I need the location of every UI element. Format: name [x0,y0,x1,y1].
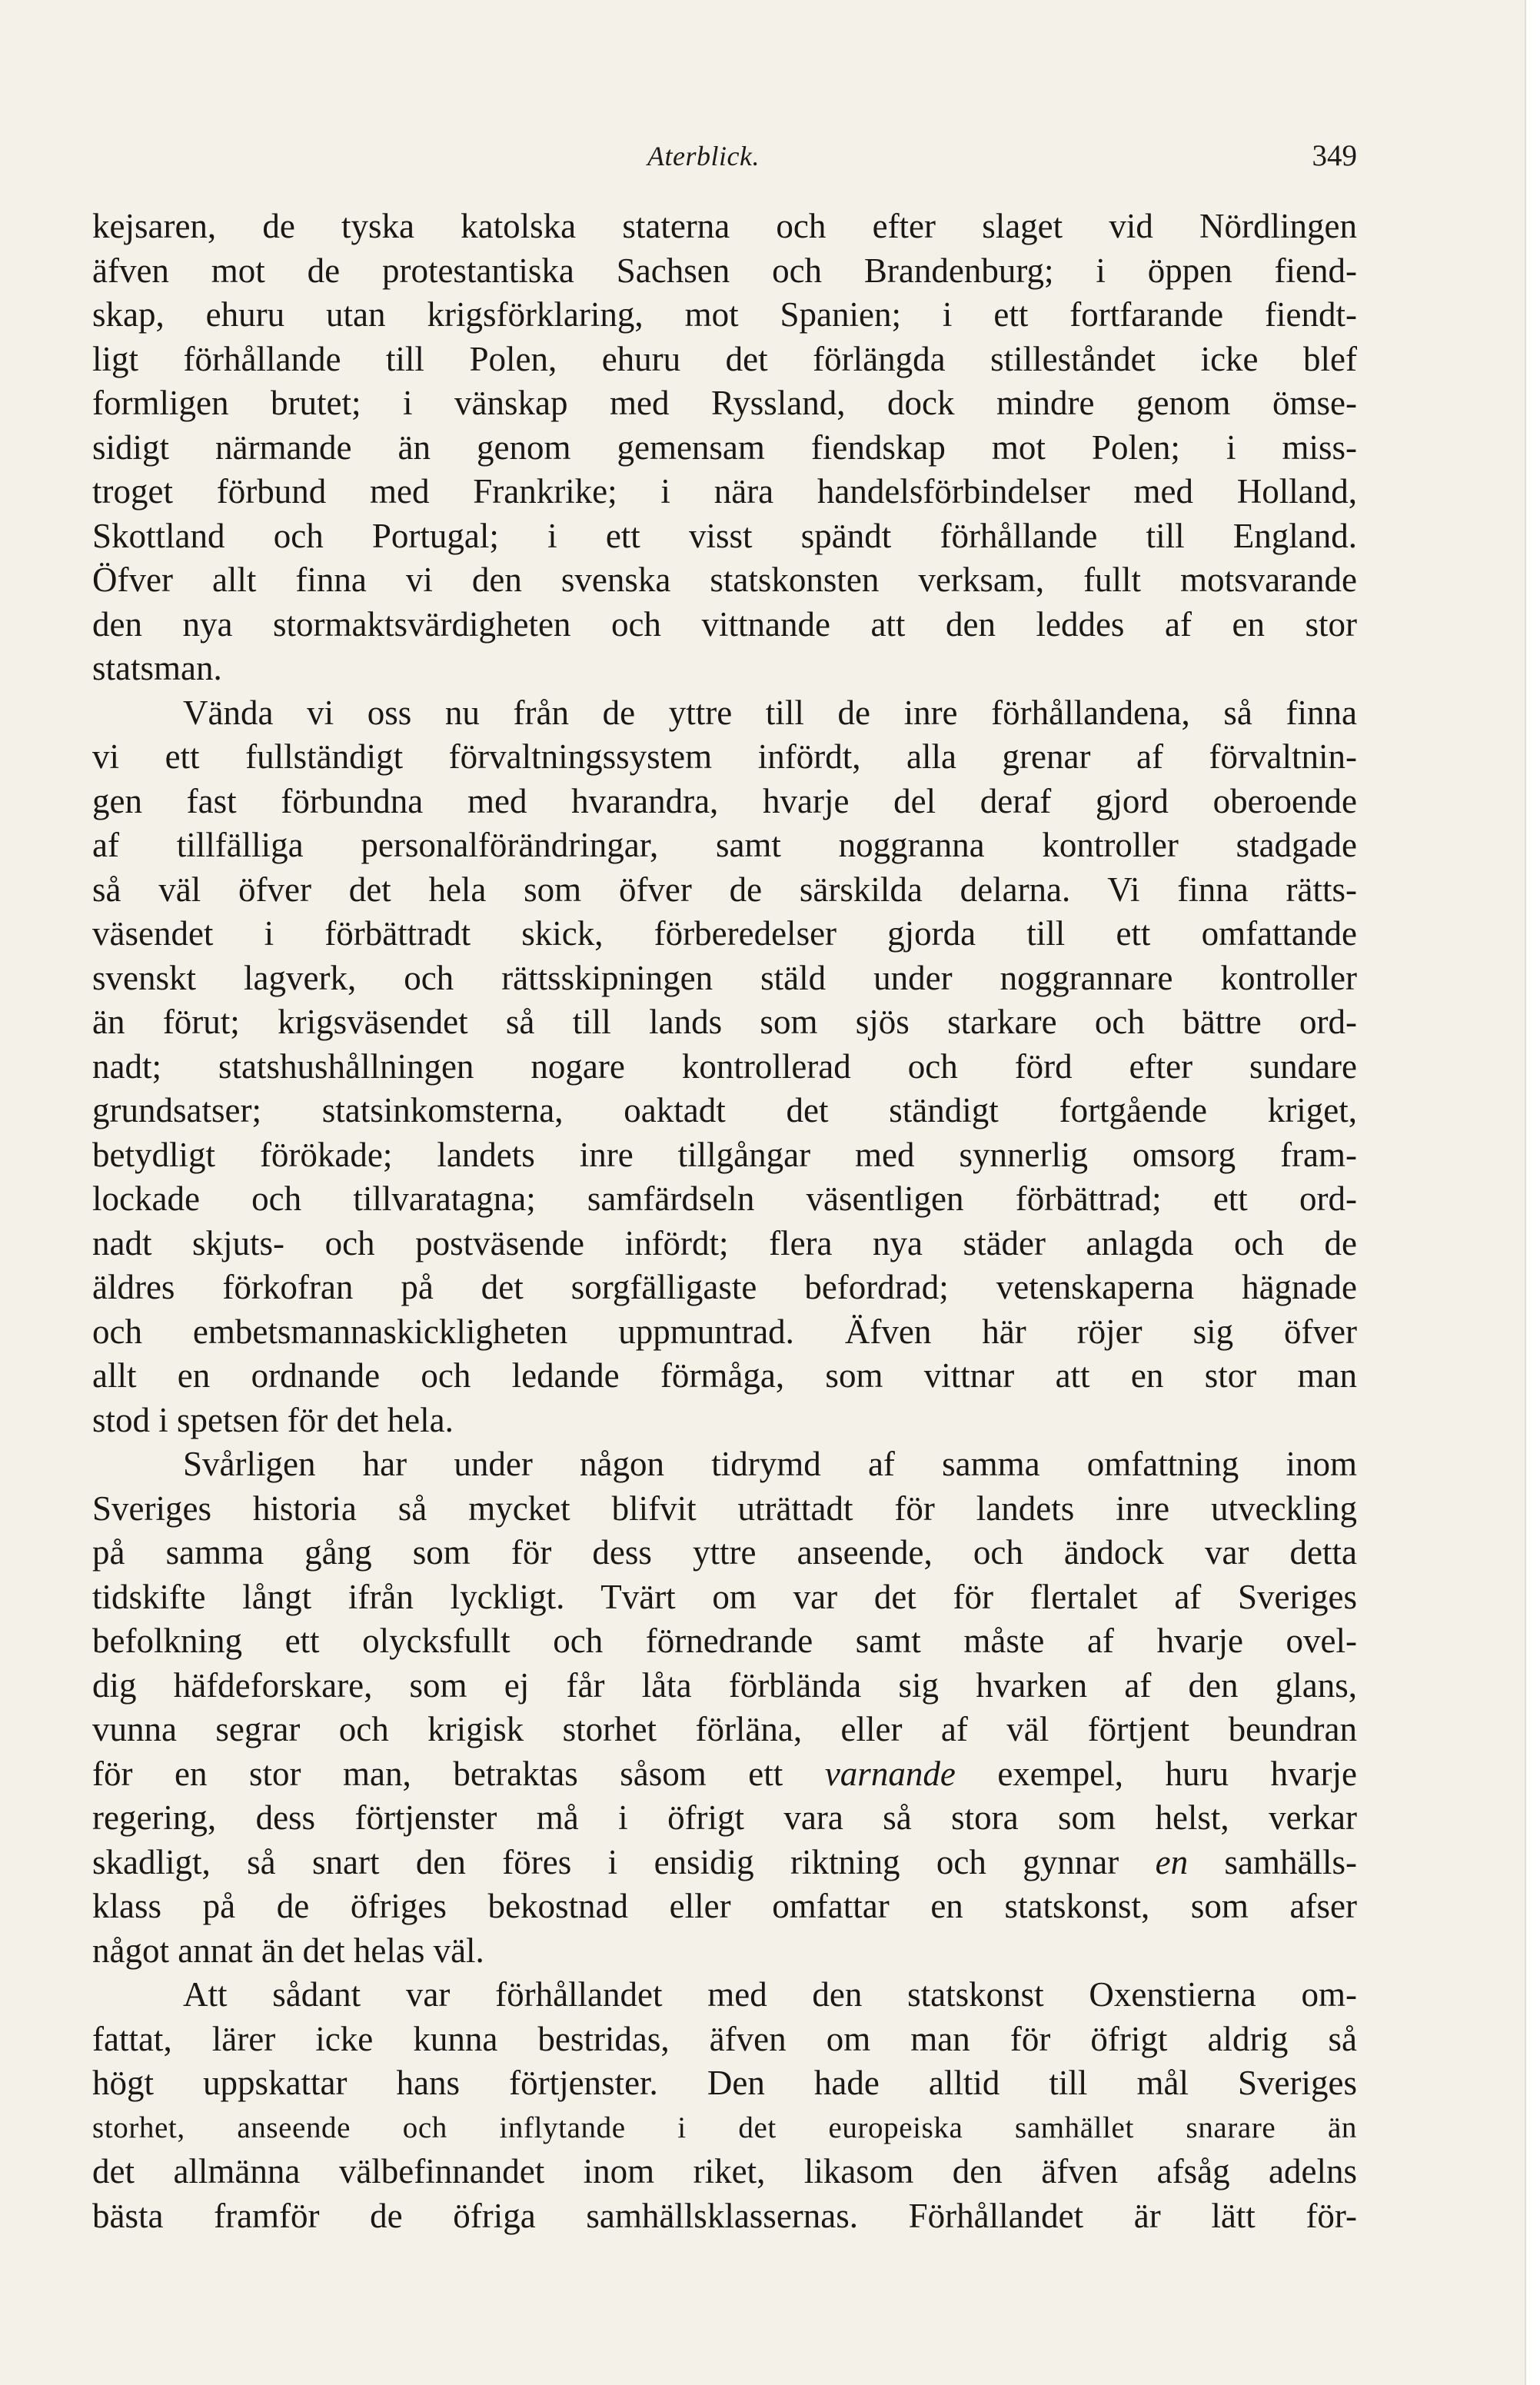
text-line: grundsatser; statsinkomsterna, oaktadt det ständigt fortgående kriget, [92,1091,1357,1129]
text-line: äfven mot de protestantiska Sachsen och Brandenburg; i öppen fiend- [92,251,1357,290]
text-line: svenskt lagverk, och rättsskipningen stäld under noggrannare kontroller [92,958,1357,997]
text-line: Att sådant var förhållandet med den statskonst Oxenstierna om- [183,1975,1357,2014]
text-line: allt en ordnande och ledande förmåga, som vittnar att en stor man [92,1356,1357,1395]
page-number: 349 [1312,139,1357,172]
emphasis-varnande: varnande [824,1754,956,1793]
text-line: klass på de öfriges bekostnad eller omfattar en statskonst, som afser [92,1887,1357,1925]
text-line: regering, dess förtjenster må i öfrigt vara så stora som helst, verkar [92,1798,1357,1837]
text-line-mixed [92,1752,1357,1797]
text-span: samhälls- [1188,1842,1357,1881]
text-line: lockade och tillvaratagna; samfärdseln väsentligen förbättrad; ett ord- [92,1179,1357,1218]
text-line: högt uppskattar hans förtjenster. Den hade alltid till mål Sveriges [92,2064,1357,2102]
text-line: dig häfdeforskare, som ej får låta förblända sig hvarken af den glans, [92,1665,1357,1705]
text-line: på samma gång som för dess yttre anseende, och ändock var detta [92,1533,1357,1572]
body-text [92,205,1357,2238]
text-span: för en stor man, betraktas såsom ett [92,1754,825,1793]
text-line: Skottland och Portugal; i ett visst spändt förhållande till England. [92,516,1357,555]
text-line: vunna segrar och krigisk storhet förläna, eller af väl förtjent beundran [92,1710,1357,1748]
text-line: Öfver allt finna vi den svenska statskonsten verksam, fullt motsvarande [92,560,1357,599]
text-line: nadt; statshushållningen nogare kontrollerad och förd efter sundare [92,1046,1357,1086]
text-line: befolkning ett olycksfullt och förnedrande samt måste af hvarje ovel- [92,1622,1357,1660]
text-line: äldres förkofran på det sorgfälligaste befordrad; vetenskaperna hägnade [92,1268,1357,1306]
running-head: Aterblick. [647,141,760,171]
text-line: Svårligen har under någon tidrymd af samma omfattning inom [183,1445,1357,1483]
text-line: sidigt närmande än genom gemensam fiendskap mot Polen; i miss- [92,427,1357,467]
text-line: stod i spetsen för det hela. [92,1400,454,1439]
text-line: bästa framför de öfriga samhällsklassernas. Förhållandet är lätt för- [92,2196,1357,2235]
text-line: väsendet i förbättradt skick, förberedelser gjorda till ett omfattande [92,914,1357,953]
text-line: ligt förhållande till Polen, ehuru det förlängda stilleståndet icke blef [92,339,1357,378]
text-line: Sveriges historia så mycket blifvit uträttadt för landets inre utveckling [92,1489,1357,1528]
text-span: exempel, huru hvarje [955,1754,1357,1793]
text-line: statsman. [92,649,222,687]
text-line: så väl öfver det hela som öfver de särskilda delarna. Vi finna rätts- [92,870,1357,909]
text-line: Vända vi oss nu från de yttre till de inre förhållandena, så finna [183,693,1357,732]
text-line: skap, ehuru utan krigsförklaring, mot Spanien; i ett fortfarande fiendt- [92,295,1357,334]
text-line: troget förbund med Frankrike; i nära handelsförbindelser med Holland, [92,472,1357,511]
text-line: betydligt förökade; landets inre tillgångar med synnerlig omsorg fram- [92,1135,1357,1174]
text-line: nadt skjuts- och postväsende infördt; flera nya städer anlagda och de [92,1223,1357,1262]
text-span: skadligt, så snart den föres i ensidig riktning och gynnar [92,1842,1156,1881]
text-line: det allmänna välbefinnandet inom riket, likasom den äfven afsåg adelns [92,2152,1357,2190]
text-line: af tillfälliga personalförändringar, samt noggranna kontroller stadgade [92,826,1357,864]
text-line: vi ett fullständigt förvaltningssystem infördt, alla grenar af förvaltnin- [92,737,1357,776]
text-line: och embetsmannaskickligheten uppmuntrad. Äfven här röjer sig öfver [92,1312,1357,1351]
text-line: något annat än det helas väl. [92,1931,484,1970]
text-line: än förut; krigsväsendet så till lands som sjös starkare och bättre ord- [92,1003,1357,1041]
page-edge [1526,0,1540,2385]
text-line: storhet, anseende och inflytande i det europeiska samhället snarare än [92,2111,1357,2144]
text-line-mixed [92,1841,1357,1885]
emphasis-en: en [1155,1842,1189,1881]
page-header [92,137,1357,191]
text-line: kejsaren, de tyska katolska staterna och efter slaget vid Nördlingen [92,207,1357,245]
text-line: tidskifte långt ifrån lyckligt. Tvärt om var det för flertalet af Sveriges [92,1577,1357,1616]
text-line: formligen brutet; i vänskap med Ryssland, dock mindre genom ömse- [92,384,1357,422]
text-line: gen fast förbundna med hvarandra, hvarje del deraf gjord oberoende [92,781,1357,820]
text-line: fattat, lärer icke kunna bestridas, äfven om man för öfrigt aldrig så [92,2019,1357,2058]
text-line: den nya stormaktsvärdigheten och vittnande att den leddes af en stor [92,604,1357,644]
